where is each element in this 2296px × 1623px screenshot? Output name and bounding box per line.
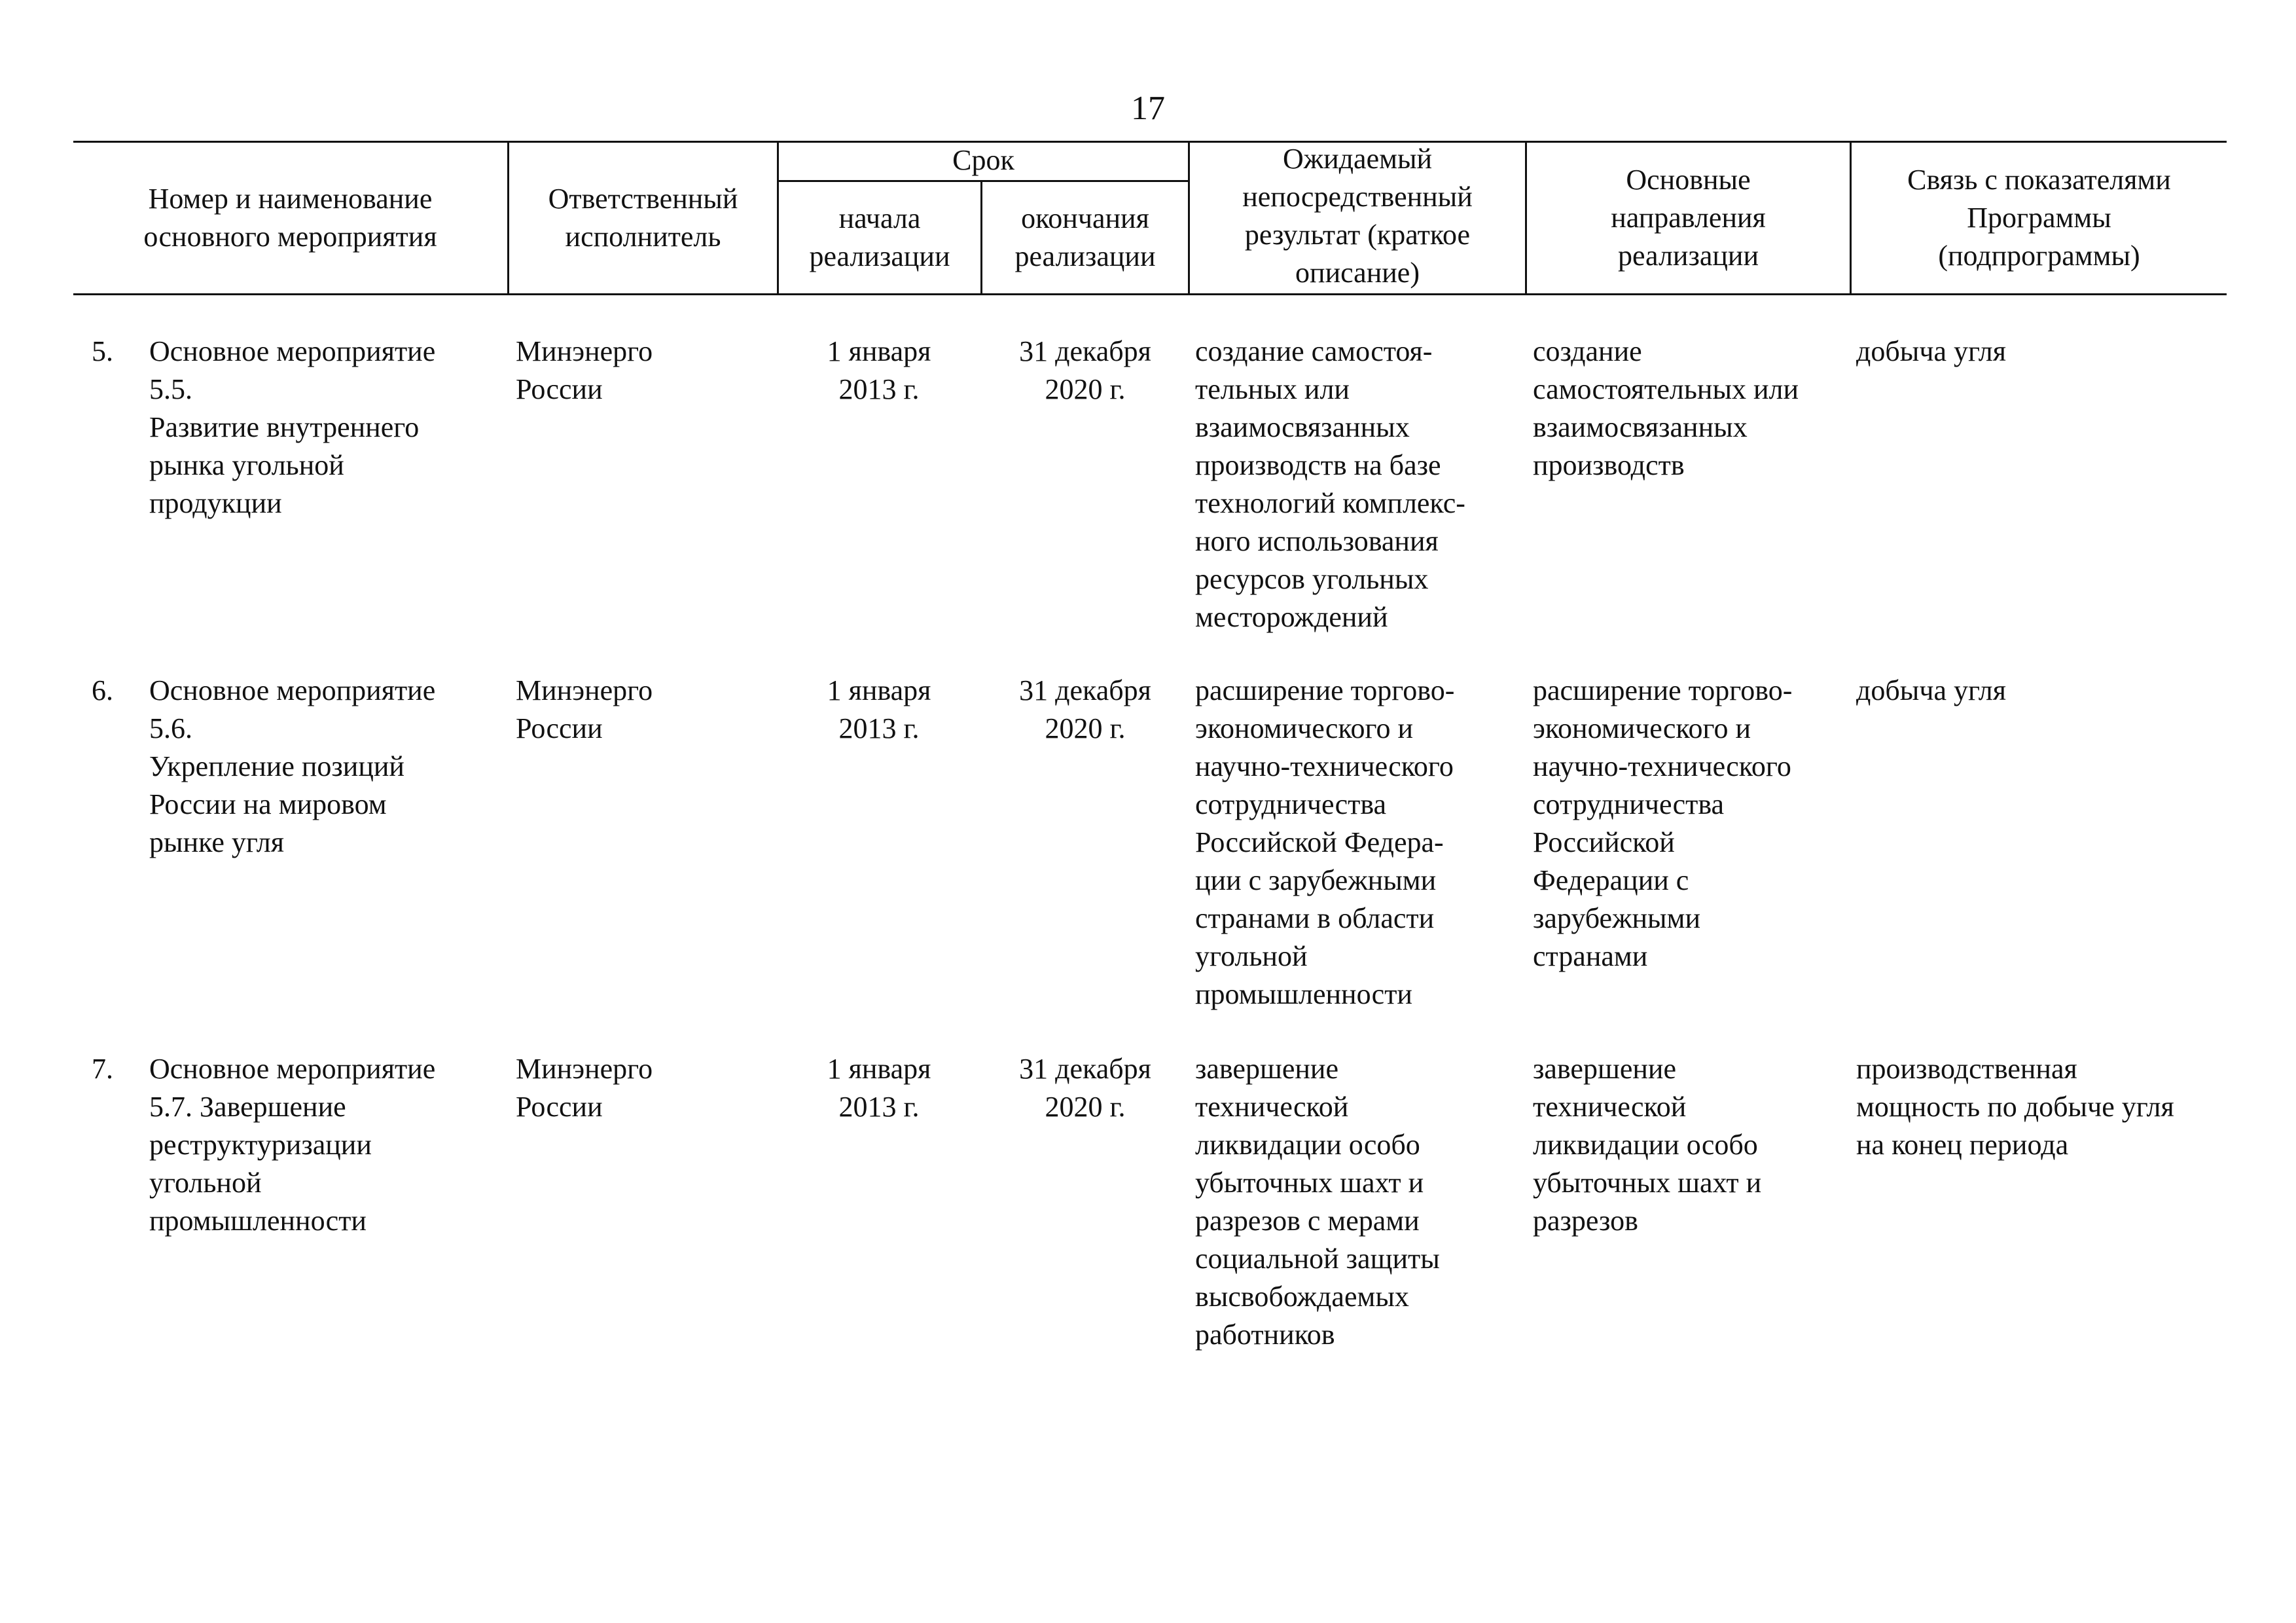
row-start: 1 января 2013 г. <box>827 335 931 405</box>
row-executor: Минэнерго России <box>516 674 653 744</box>
row-executor: Минэнерго России <box>516 335 653 405</box>
header-executor: Ответственный исполнитель <box>548 183 738 253</box>
row-directions: создание самостоятельных или взаимосвязанных производств <box>1533 335 1799 481</box>
row-end: 31 декабря 2020 г. <box>1019 674 1151 744</box>
row-result: завершение технической ликвидации особо убыточных шахт и разрезов с мерами социальной защиты высвобождаемых работников <box>1195 1053 1440 1351</box>
table-header-bottom-rule <box>73 293 2227 295</box>
page-number: 17 <box>1131 90 1165 127</box>
row-number: 5. <box>92 335 113 367</box>
header-end: окончания реализации <box>1014 202 1156 272</box>
row-end: 31 декабря 2020 г. <box>1019 1053 1151 1123</box>
row-directions: завершение технической ликвидации особо убыточных шахт и разрезов <box>1533 1053 1762 1237</box>
header-start: начала реализации <box>809 202 950 272</box>
row-start: 1 января 2013 г. <box>827 1053 931 1123</box>
row-link: добыча угля <box>1856 674 2007 706</box>
row-result: расширение торгово- экономического и научно-технического сотрудничества Российской Федера- ции с зарубежными странами в области угольной промышленности <box>1195 674 1455 1010</box>
row-name: Основное мероприятие 5.7. Завершение реструктуризации угольной промышленности <box>149 1053 436 1237</box>
row-number: 7. <box>92 1053 113 1085</box>
row-end: 31 декабря 2020 г. <box>1019 335 1151 405</box>
row-link: производственная мощность по добыче угля на конец периода <box>1856 1053 2174 1161</box>
header-name: Номер и наименование основного мероприятия <box>143 183 437 253</box>
row-directions: расширение торгово- экономического и научно-технического сотрудничества Российской Федерации с зарубежными странами <box>1533 674 1793 972</box>
row-executor: Минэнерго России <box>516 1053 653 1123</box>
row-result: создание самостоя- тельных или взаимосвязанных производств на базе технологий комплекс- ного использования ресурсов угольных месторождений <box>1195 335 1465 633</box>
header-link: Связь с показателями Программы (подпрограммы) <box>1907 164 2171 272</box>
row-name: Основное мероприятие 5.6. Укрепление позиций России на мировом рынке угля <box>149 674 436 858</box>
header-result: Ожидаемый непосредственный результат (краткое описание) <box>1242 143 1473 289</box>
row-start: 1 января 2013 г. <box>827 674 931 744</box>
row-number: 6. <box>92 674 113 706</box>
row-link: добыча угля <box>1856 335 2007 367</box>
header-term: Срок <box>952 144 1014 176</box>
row-name: Основное мероприятие 5.5. Развитие внутреннего рынка угольной продукции <box>149 335 436 519</box>
header-directions: Основные направления реализации <box>1611 164 1766 272</box>
